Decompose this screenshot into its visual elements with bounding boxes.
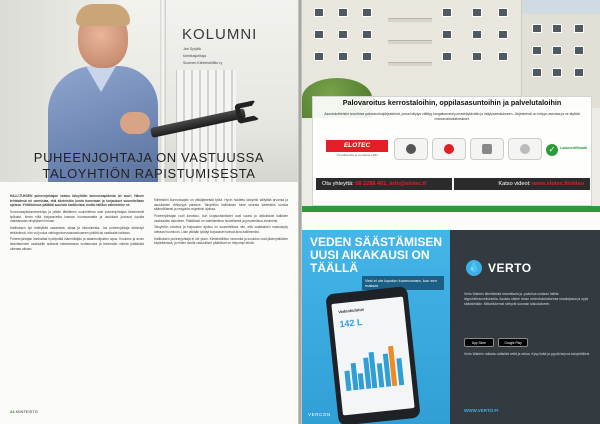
- magazine-name: KIINTEISTÖ: [15, 409, 38, 414]
- person-hair: [76, 4, 130, 26]
- article-column-1: [10, 194, 144, 253]
- window: [338, 30, 348, 39]
- chart-bar: [358, 373, 365, 390]
- vercon-brand: VERCON: [308, 412, 331, 417]
- verto-ad-left: [302, 230, 450, 424]
- window: [472, 8, 482, 17]
- smoke-detector-icon: [394, 138, 428, 160]
- window: [532, 24, 542, 33]
- headline-line-2: TALOYHTIÖN RAPISTUMISESTA: [42, 166, 256, 181]
- article-column-2: [154, 198, 288, 248]
- paragraph: Puheenjohtajan rooli korostuu, kun korjaushankkeet ovat suuria ja vaikuttavat kaikkien osakkaiden talouteen. Päätökset on valmisteltava huolellisesti ja perusteltava avoimesti.: [154, 213, 288, 223]
- paragraph: Verto Waterin lähettämää vesimittaria ja -palvelua voidaan hallita älypuhelinsovelluksella. Asukas näkee oman vedenkulutuksensa reaaliajassa ja oppii säästämään. Mittarilukemat siirtyvät suoraan laskutukseen.: [464, 292, 589, 306]
- window: [574, 46, 584, 55]
- window: [338, 52, 348, 61]
- window: [532, 68, 542, 77]
- window: [498, 52, 508, 61]
- window: [362, 8, 372, 17]
- app-store-badge[interactable]: App Store: [464, 338, 494, 347]
- page-number: 24: [10, 409, 15, 414]
- chart-bar: [350, 363, 358, 391]
- verto-subheadline: Vesi ei ole loputon luonnonvara, kun sen maksat: [362, 276, 444, 290]
- window: [498, 30, 508, 39]
- window: [442, 8, 452, 17]
- screen-value: 142 L: [338, 316, 363, 330]
- apartment-building: [522, 14, 600, 108]
- byline: [183, 46, 222, 68]
- check-icon: ✓: [546, 144, 558, 156]
- ad-title: Palovaroitus kerrostaloihin, oppilasasuntoihin ja palvelutaloihin: [342, 98, 562, 107]
- smartphone: [325, 286, 420, 424]
- window: [442, 30, 452, 39]
- window: [314, 8, 324, 17]
- quality-badge: Laatusertifikaatti: [560, 146, 588, 150]
- paragraph: Taloyhtiön rahoitus ja korjausten ajoitus on suunniteltava niin, että osakkaiden maksukyky otetaan huomioon. Liian pitkään lykätyt korjaukset tulevat aina kalliimmiksi.: [154, 225, 288, 234]
- paragraph: HALLITUKSEN puheenjohtajan vastuu taloyhtiön kunnossapidosta on suuri. Hänen tehtävänsä on varmistaa, että kiinteistön kunto tunnetaan ja korjaukset suunnitellaan ajoissa. Yhtiökokous päättää suurista hankkeista, mutta hallitus valmistelee ne.: [10, 194, 144, 208]
- verto-headline: [310, 236, 450, 275]
- window: [472, 30, 482, 39]
- article-headline: [0, 150, 298, 182]
- consumption-chart: [342, 341, 406, 391]
- video-label: Katso videot:: [498, 181, 531, 187]
- person-hand: [120, 112, 150, 134]
- window: [532, 46, 542, 55]
- sensor-icon: [508, 138, 542, 160]
- verto-logo: VERTO: [488, 261, 532, 275]
- headline-line-1: PUHEENJOHTAJA ON VASTUUSSA: [33, 150, 265, 165]
- chart-bar: [396, 358, 404, 386]
- paragraph: Hallituksen puheenjohtaja ei ole yksin. Kiinteistöliiton neuvonta ja koulutus ovat jäsenyhtiöiden käytettävissä, ja niiden avulla vastuulliset päätökset on helpompi tehdä.: [154, 236, 288, 246]
- balcony: [388, 62, 432, 66]
- window: [314, 30, 324, 39]
- window: [472, 52, 482, 61]
- window: [552, 46, 562, 55]
- window: [574, 24, 584, 33]
- ad-description: Asuntokohteisiin soveltuva palovaroitusjärjestelmä, jossa hälytys välittyy langattomasti porraskäytävään ja hälytyskeskukseen. Järjestelmä on helppo asentaa ja se täyttää viranomaisvaatimukset.: [324, 112, 580, 121]
- window: [314, 52, 324, 61]
- verto-advertisement: [302, 230, 600, 424]
- alarm-device-icon: [432, 138, 466, 160]
- window: [552, 24, 562, 33]
- verto-body: [464, 292, 592, 309]
- phone-screen: [331, 297, 414, 416]
- contact-value[interactable]: 08 2288 401, info@elotec.fi: [355, 181, 427, 187]
- contact-label: Ota yhteyttä:: [322, 181, 354, 187]
- paragraph: Kiinteistön kunnossapito on pitkäjänteistä työtä. Hyvin hoidettu taloyhtiö säilyttää arvonsa ja asukkaiden viihtyvyys paranee. Taloyhtiön hallituksen tulee seurata kiinteistön kuntoa säännöllisesti ja reagoida ongelmiin ajoissa.: [154, 198, 288, 212]
- elotec-logo: ELOTEC: [326, 140, 388, 152]
- video-link-bar: [454, 178, 590, 190]
- verto-ad-right: [450, 230, 600, 424]
- byline-name: Jari Syrjälä: [183, 47, 201, 51]
- magazine-page-left: [0, 0, 298, 424]
- window: [362, 30, 372, 39]
- section-title: KOLUMNI: [182, 26, 258, 43]
- verto-body-2: Verto Waterin ratkaisu säästää vettä ja rahaa. Kysy lisää ja pyydä tarjous taloyhtiöllesi.: [464, 352, 591, 356]
- water-drop-icon: 💧: [466, 260, 482, 276]
- green-strip: [302, 206, 600, 212]
- contact-bar: [316, 178, 452, 190]
- headline-line: VEDEN SÄÄSTÄMISEN: [310, 235, 443, 249]
- byline-org: Suomen Kiinteistöliitto ry: [183, 61, 223, 66]
- google-play-badge[interactable]: Google Play: [498, 338, 528, 347]
- video-link[interactable]: www.elotec.fi/video: [532, 181, 584, 187]
- window: [442, 52, 452, 61]
- elotec-tagline: Turvallisuutta jo vuodesta 1984: [336, 153, 378, 157]
- headline-line: UUSI AIKAKAUSI ON: [310, 248, 430, 262]
- wall-unit-icon: [470, 138, 504, 160]
- verto-url[interactable]: WWW.VERTO.FI: [464, 408, 499, 413]
- paragraph: Kunnossapitotarveselvitys ja pitkän tähtäimen suunnitelma ovat puheenjohtajan tärkeimmät työkalut. Ilman niitä korjausvelka kasvaa huomaamatta ja asukkaat joutuvat lopulta maksamaan viivytyksen hinnan.: [10, 209, 144, 224]
- window: [498, 8, 508, 17]
- paragraph: Puheenjohtajan kannattaa hyödyntää isännöitsijän ja asiantuntijoiden apua. Koulutus ja avoin tiedottaminen osakkaille auttavat rakentamaan luottamusta ja tekemään oikeita päätöksiä oikeaan aikaan.: [10, 237, 144, 251]
- screen-title: Vedenkulutus: [337, 306, 365, 315]
- window: [338, 8, 348, 17]
- balcony: [388, 40, 432, 44]
- elotec-advertisement: [302, 0, 600, 212]
- window: [362, 52, 372, 61]
- balcony: [388, 18, 432, 22]
- byline-role: toimitusjohtaja: [183, 54, 206, 59]
- window: [574, 68, 584, 77]
- window: [552, 68, 562, 77]
- paragraph: Hallituksen työ edellyttää osaamista, aikaa ja sitoutumista. Jos puheenjohtaja laiminlyö tehtävänsä, hän voi joutua vahingonkorvausvastuuseen yhtiötä tai osakkaita kohtaan.: [10, 225, 144, 235]
- headline-line: TÄÄLLÄ: [310, 261, 358, 275]
- page-folio: [10, 409, 38, 414]
- pipe-wrench-head: [234, 100, 260, 124]
- magazine-page-right: [302, 0, 600, 424]
